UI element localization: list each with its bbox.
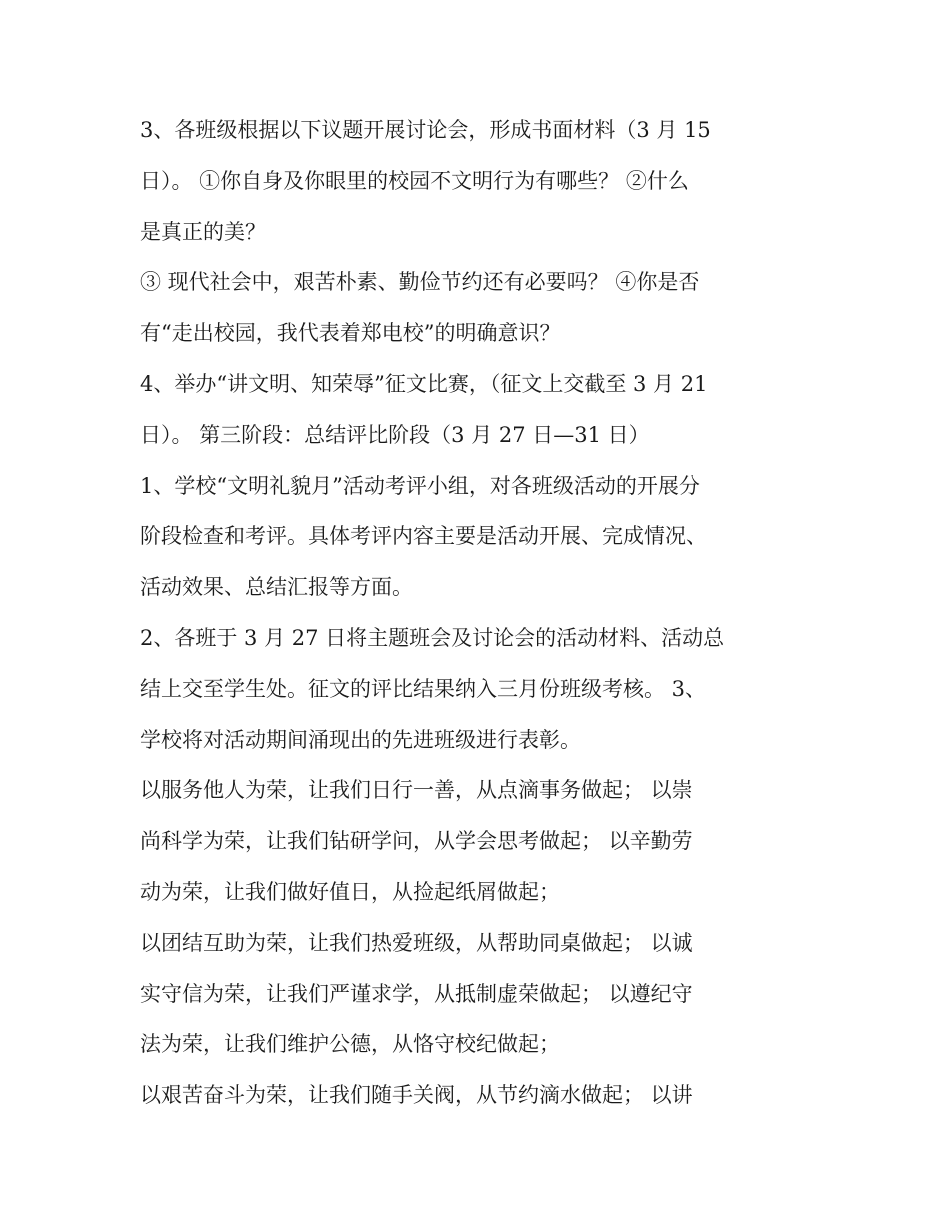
text-line: 3、各班级根据以下议题开展讨论会，形成书面材料（3 月 15	[140, 118, 711, 142]
text-line: 以艰苦奋斗为荣，让我们随手关阀，从节约滴水做起； 以讲	[140, 1083, 693, 1108]
document-body	[140, 105, 805, 1121]
text-line: 以服务他人为荣，让我们日行一善，从点滴事务做起； 以崇	[140, 778, 693, 803]
text-line: 有“走出校园，我代表着郑电校”的明确意识？	[140, 321, 561, 346]
text-line: 阶段检查和考评。具体考评内容主要是活动开展、完成情况、	[140, 524, 707, 549]
text-line: 4、举办“讲文明、知荣辱”征文比赛，（征文上交截至 3 月 21	[140, 371, 708, 396]
text-line: 日）。 ①你自身及你眼里的校园不文明行为有哪些？ ②什么	[140, 168, 689, 193]
text-line: 实守信为荣，让我们严谨求学，从抵制虚荣做起； 以遵纪守	[140, 981, 693, 1006]
text-line: 动为荣，让我们做好值日，从捡起纸屑做起；	[140, 879, 560, 904]
text-line: 法为荣，让我们维护公德，从恪守校纪做起；	[140, 1032, 560, 1057]
text-line: ③ 现代社会中，艰苦朴素、勤俭节约还有必要吗？ ④你是否	[140, 270, 700, 295]
text-line: 尚科学为荣，让我们钻研学问，从学会思考做起； 以辛勤劳	[140, 829, 693, 854]
text-line: 1、学校“文明礼貌月”活动考评小组，对各班级活动的开展分	[140, 473, 700, 498]
text-line: 是真正的美？	[140, 219, 266, 244]
text-line: 结上交至学生处。征文的评比结果纳入三月份班级考核。 3、	[140, 676, 707, 701]
text-line: 2、各班于 3 月 27 日将主题班会及讨论会的活动材料、活动总	[140, 625, 725, 650]
text-line: 日）。 第三阶段：总结评比阶段（3 月 27 日—31 日）	[140, 422, 650, 447]
text-line: 学校将对活动期间涌现出的先进班级进行表彰。	[140, 727, 581, 752]
text-line: 以团结互助为荣，让我们热爱班级，从帮助同桌做起； 以诚	[140, 930, 693, 955]
text-line: 活动效果、总结汇报等方面。	[140, 575, 413, 600]
